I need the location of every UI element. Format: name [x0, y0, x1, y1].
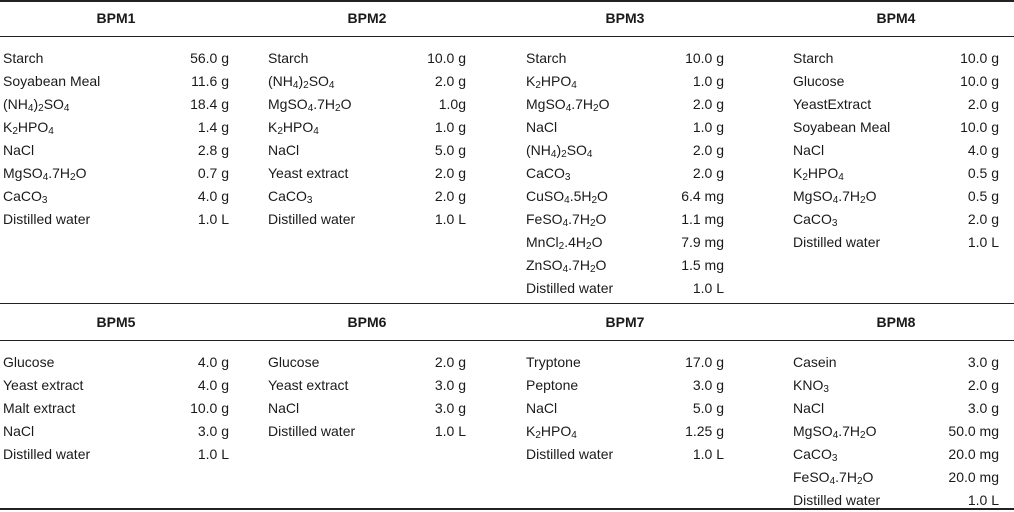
ingredient-amount: 11.6 g: [191, 73, 229, 89]
ingredient-name: $(NH_4)_2SO_4$: [268, 73, 335, 91]
ingredient-row: [268, 93, 466, 116]
ingredient-amount: 56.0 g: [190, 50, 229, 66]
ingredient-amount: 2.0 g: [434, 73, 466, 89]
ingredient-row: [3, 93, 229, 116]
ingredient-name: $CuSO_4.5H_2O$: [526, 188, 608, 206]
ingredient-row: [3, 70, 229, 93]
ingredient-row: [268, 162, 466, 185]
ingredient-name: Malt extract: [3, 400, 76, 416]
ingredient-name: Casein: [793, 354, 837, 370]
medium-column-bpm6: [268, 304, 466, 508]
medium-column-bpm2: [268, 0, 466, 303]
ingredient-name: NaCl: [793, 142, 825, 158]
ingredient-row: [526, 254, 724, 277]
ingredient-name: Distilled water: [3, 446, 91, 462]
medium-title: BPM3: [605, 10, 645, 26]
ingredient-name: Distilled water: [3, 211, 91, 227]
ingredient-row: [793, 185, 999, 208]
ingredient-amount: 1.4 g: [197, 119, 229, 135]
ingredient-amount: 3.0 g: [967, 400, 999, 416]
ingredient-amount: 4.0 g: [197, 354, 229, 370]
ingredient-name: Starch: [3, 50, 44, 66]
ingredient-row: [793, 139, 999, 162]
ingredient-name: $K_2HPO_4$: [3, 119, 54, 137]
ingredient-row: [793, 116, 999, 139]
ingredient-amount: 5.0 g: [692, 400, 724, 416]
ingredient-name: Starch: [526, 50, 567, 66]
ingredient-amount: 3.0 g: [967, 354, 999, 370]
ingredient-row: [3, 116, 229, 139]
ingredient-row: [268, 70, 466, 93]
ingredient-row: [793, 231, 999, 254]
medium-title: BPM2: [347, 10, 387, 26]
ingredient-amount: 10.0 g: [960, 119, 999, 135]
ingredient-row: [3, 420, 229, 443]
ingredient-name: Starch: [793, 50, 834, 66]
ingredient-row: [793, 443, 999, 466]
ingredient-amount: 1.0 L: [967, 492, 999, 508]
ingredient-name: $FeSO_4.7H_2O$: [526, 211, 607, 229]
ingredient-row: [793, 47, 999, 70]
ingredient-row: [3, 139, 229, 162]
ingredient-row: [3, 162, 229, 185]
medium-title: BPM7: [605, 314, 645, 330]
medium-title: BPM5: [96, 314, 136, 330]
ingredient-amount: 18.4 g: [190, 96, 229, 112]
ingredient-name: Distilled water: [526, 446, 614, 462]
ingredient-amount: 2.0 g: [692, 165, 724, 181]
ingredient-row: [793, 466, 999, 489]
ingredient-name: NaCl: [268, 400, 300, 416]
ingredient-amount: 1.0 L: [197, 446, 229, 462]
ingredient-amount: 10.0 g: [427, 50, 466, 66]
ingredient-amount: 1.0 g: [692, 119, 724, 135]
ingredient-amount: 10.0 g: [960, 50, 999, 66]
ingredient-amount: 2.0 g: [434, 354, 466, 370]
ingredient-amount: 2.0 g: [434, 165, 466, 181]
ingredient-amount: 1.25 g: [685, 423, 724, 439]
ingredient-row: [526, 47, 724, 70]
ingredient-amount: 3.0 g: [434, 400, 466, 416]
ingredient-amount: 50.0 mg: [948, 423, 999, 439]
ingredient-row: [268, 47, 466, 70]
ingredient-name: NaCl: [3, 423, 35, 439]
ingredient-row: [793, 420, 999, 443]
ingredient-name: CaCO$_3$: [3, 188, 48, 206]
ingredient-name: NaCl: [3, 142, 35, 158]
ingredient-amount: 5.0 g: [434, 142, 466, 158]
ingredient-row: [526, 443, 724, 466]
ingredient-name: $MgSO_4.7H_2O$: [793, 423, 877, 441]
ingredient-name: NaCl: [268, 142, 300, 158]
ingredient-name: $K_2HPO_4$: [268, 119, 319, 137]
ingredient-amount: 1.0g: [438, 96, 466, 112]
ingredient-name: $MgSO_4.7H_2O$: [526, 96, 610, 114]
ingredient-name: $(NH_4)_2SO_4$: [526, 142, 593, 160]
ingredient-amount: 1.0 L: [197, 211, 229, 227]
ingredient-amount: 1.0 L: [692, 446, 724, 462]
ingredient-row: [268, 139, 466, 162]
ingredient-amount: 1.0 g: [434, 119, 466, 135]
ingredient-amount: 2.0 g: [434, 188, 466, 204]
ingredient-name: $MgSO_4.7H_2O$: [3, 165, 87, 183]
ingredient-row: [526, 420, 724, 443]
ingredient-name: NaCl: [526, 119, 558, 135]
ingredient-name: $K_2HPO_4$: [793, 165, 844, 183]
ingredient-row: [268, 208, 466, 231]
ingredient-amount: 4.0 g: [197, 188, 229, 204]
ingredient-row: [793, 93, 999, 116]
ingredient-amount: 1.0 L: [967, 234, 999, 250]
ingredient-amount: 0.7 g: [197, 165, 229, 181]
ingredient-row: [526, 397, 724, 420]
ingredient-row: [526, 139, 724, 162]
ingredient-row: [793, 208, 999, 231]
ingredient-name: $(NH_4)_2SO_4$: [3, 96, 70, 114]
ingredient-row: [793, 162, 999, 185]
ingredient-amount: 3.0 g: [692, 377, 724, 393]
ingredient-name: $K_2HPO_4$: [526, 423, 577, 441]
ingredient-amount: 2.8 g: [197, 142, 229, 158]
ingredient-row: [3, 443, 229, 466]
ingredient-name: Glucose: [793, 73, 845, 89]
ingredient-amount: 10.0 g: [960, 73, 999, 89]
ingredient-amount: 20.0 mg: [948, 446, 999, 462]
ingredient-row: [526, 116, 724, 139]
ingredient-name: Yeast extract: [268, 165, 349, 181]
ingredient-name: Starch: [268, 50, 309, 66]
ingredient-row: [793, 351, 999, 374]
ingredient-amount: 20.0 mg: [948, 469, 999, 485]
ingredient-amount: 1.0 g: [692, 73, 724, 89]
ingredient-name: $K_2HPO_4$: [526, 73, 577, 91]
ingredient-name: NaCl: [793, 400, 825, 416]
ingredient-row: [268, 116, 466, 139]
ingredient-amount: 3.0 g: [434, 377, 466, 393]
ingredient-row: [3, 397, 229, 420]
ingredient-amount: 1.1 mg: [681, 211, 724, 227]
ingredient-amount: 1.5 mg: [681, 257, 724, 273]
medium-column-bpm3: [526, 0, 724, 303]
ingredient-name: Distilled water: [526, 280, 614, 296]
ingredient-name: Soyabean Meal: [3, 73, 101, 89]
ingredient-row: [793, 489, 999, 512]
ingredient-amount: 4.0 g: [967, 142, 999, 158]
ingredient-row: [793, 70, 999, 93]
ingredient-amount: 1.0 L: [692, 280, 724, 296]
medium-column-bpm5: [3, 304, 229, 508]
ingredient-amount: 3.0 g: [197, 423, 229, 439]
ingredient-name: Distilled water: [793, 234, 881, 250]
medium-column-bpm7: [526, 304, 724, 508]
ingredient-name: NaCl: [526, 400, 558, 416]
medium-title: BPM1: [96, 10, 136, 26]
ingredient-amount: 2.0 g: [692, 96, 724, 112]
ingredient-name: $MgSO_4.7H_2O$: [793, 188, 877, 206]
ingredient-name: Tryptone: [526, 354, 581, 370]
ingredient-amount: 17.0 g: [685, 354, 724, 370]
ingredient-name: Distilled water: [793, 492, 881, 508]
ingredient-amount: 2.0 g: [967, 211, 999, 227]
ingredient-name: $MgSO_4.7H_2O$: [268, 96, 352, 114]
ingredient-row: [3, 374, 229, 397]
medium-column-bpm4: [793, 0, 999, 303]
ingredient-row: [526, 93, 724, 116]
ingredient-row: [526, 374, 724, 397]
section-2: [0, 304, 1014, 508]
ingredient-name: Glucose: [268, 354, 320, 370]
ingredient-amount: 0.5 g: [967, 165, 999, 181]
medium-title: BPM6: [347, 314, 387, 330]
ingredient-amount: 2.0 g: [967, 377, 999, 393]
ingredient-amount: 4.0 g: [197, 377, 229, 393]
ingredient-amount: 10.0 g: [685, 50, 724, 66]
ingredient-row: [3, 47, 229, 70]
ingredient-row: [526, 162, 724, 185]
ingredient-name: $FeSO_4.7H_2O$: [793, 469, 874, 487]
ingredient-amount: 2.0 g: [967, 96, 999, 112]
medium-title: BPM8: [876, 314, 916, 330]
ingredient-amount: 1.0 L: [434, 423, 466, 439]
ingredient-name: Distilled water: [268, 211, 356, 227]
ingredient-row: [793, 374, 999, 397]
ingredient-row: [268, 351, 466, 374]
ingredient-amount: 0.5 g: [967, 188, 999, 204]
ingredient-name: Peptone: [526, 377, 579, 393]
ingredient-row: [793, 397, 999, 420]
ingredient-amount: 10.0 g: [190, 400, 229, 416]
ingredient-row: [526, 277, 724, 300]
ingredient-name: Yeast extract: [3, 377, 84, 393]
ingredient-name: Distilled water: [268, 423, 356, 439]
ingredient-name: CaCO$_3$: [793, 446, 838, 464]
ingredient-name: CaCO$_3$: [268, 188, 313, 206]
ingredient-name: Yeast extract: [268, 377, 349, 393]
ingredient-name: Soyabean Meal: [793, 119, 891, 135]
ingredient-name: $KNO_3$: [793, 377, 829, 395]
ingredient-row: [268, 374, 466, 397]
ingredient-row: [3, 208, 229, 231]
ingredient-amount: 1.0 L: [434, 211, 466, 227]
ingredient-row: [268, 185, 466, 208]
ingredient-row: [526, 208, 724, 231]
ingredient-row: [526, 70, 724, 93]
ingredient-name: $MnCl_2.4H_2O$: [526, 234, 603, 252]
ingredient-row: [526, 185, 724, 208]
ingredient-name: Glucose: [3, 354, 55, 370]
ingredient-name: CaCO$_3$: [793, 211, 838, 229]
ingredient-amount: 2.0 g: [692, 142, 724, 158]
medium-column-bpm8: [793, 304, 999, 508]
ingredient-row: [3, 351, 229, 374]
ingredient-amount: 6.4 mg: [681, 188, 724, 204]
medium-column-bpm1: [3, 0, 229, 303]
ingredient-row: [526, 351, 724, 374]
medium-title: BPM4: [876, 10, 916, 26]
ingredient-name: $ZnSO_4.7H_2O$: [526, 257, 607, 275]
ingredient-row: [268, 420, 466, 443]
ingredient-row: [526, 231, 724, 254]
ingredient-name: CaCO$_3$: [526, 165, 571, 183]
ingredient-row: [3, 185, 229, 208]
ingredient-row: [268, 397, 466, 420]
ingredient-name: YeastExtract: [793, 96, 872, 112]
ingredient-amount: 7.9 mg: [681, 234, 724, 250]
